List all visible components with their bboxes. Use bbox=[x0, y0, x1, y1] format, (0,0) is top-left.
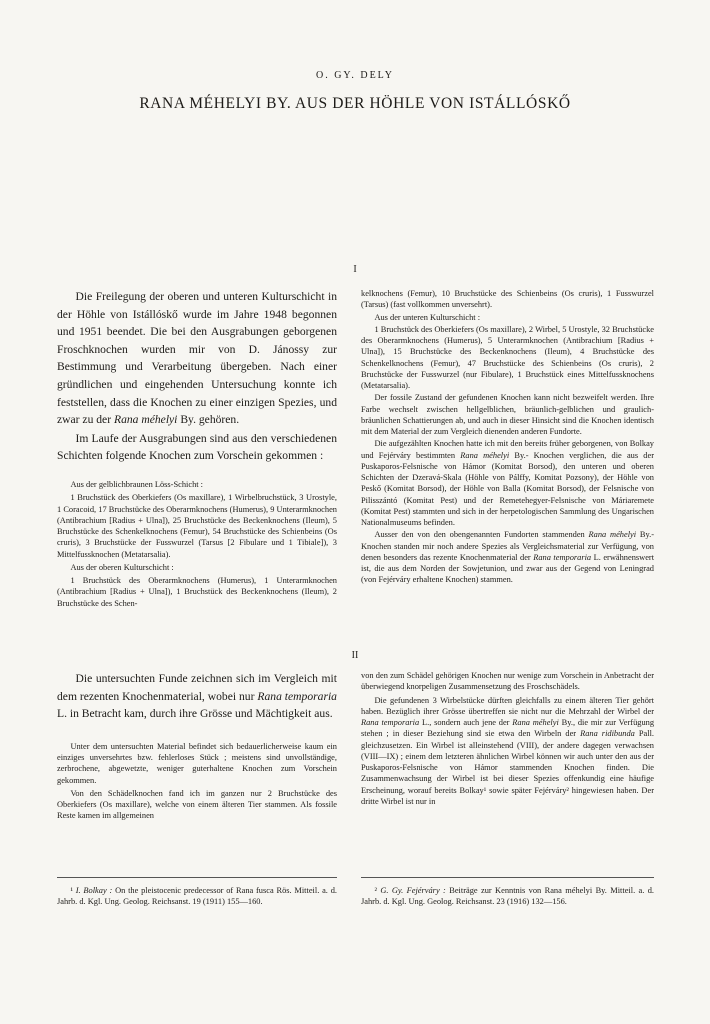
article-title: RANA MÉHELYI BY. AUS DER HÖHLE VON ISTÁLLÓSKŐ bbox=[139, 95, 571, 112]
species-name: Rana méhelyi bbox=[460, 450, 510, 460]
species-name: Rana ridibunda bbox=[580, 729, 635, 739]
subheading: Aus der oberen Kulturschicht : bbox=[70, 562, 174, 572]
footnote-divider bbox=[57, 877, 337, 878]
subheading: Aus der unteren Kulturschicht : bbox=[374, 312, 481, 322]
section2-right-column bbox=[361, 670, 654, 807]
section-number-2: II bbox=[351, 650, 359, 661]
subheading: Aus der gelblichbraunen Löss-Schicht : bbox=[70, 480, 204, 490]
paragraph-small: Von den Schädelknochen fand ich im ganzen nur 2 Bruchstücke des Oberkiefers (Os maxillare), welche von einem älteren Tier stammen. Als fossile Reste kamen im allgemeinen bbox=[57, 788, 337, 821]
section1-right-column bbox=[361, 288, 654, 586]
footnote-author: I. Bolkay : bbox=[75, 886, 113, 895]
paragraph: Im Laufe der Ausgrabungen sind aus den verschiedenen Schichten folgende Knochen zum Vorschein gekommen : bbox=[57, 431, 337, 463]
paragraph-small: Unter dem untersuchten Material befindet sich bedauerlicherweise kaum ein einziges unversehrtes bzw. fehlerloses Stück ; meistens sind unvollständige, zerbrochene, abgewetzte, weniger guterhaltene Knochen zum Vorschein gekommen. bbox=[57, 741, 337, 785]
species-name: Rana temporaria bbox=[361, 718, 420, 727]
paragraph-small: Die gefundenen 3 Wirbelstücke dürften gleichfalls zu einem älteren Tier gehört haben. Bezüglich ihrer Grösse übertreffen sie nicht nur die Mehrzahl der Wirbel der Rana temporaria L., sondern auch jene der Rana méhelyi By., die mir zur Verfügung stehen ; in dieser Beziehung sind sie etwa den Wirbeln der Rana ridibunda Pall. gleichzusetzen. Ein Wirbel ist alleinstehend (VIII), der andere dagegen verwachsen (VIII—IX) ; einem dem letzteren ähnlichen Wirbel können wir auch unter den aus der Puskaporos-Felsnische von Hámor stammenden Knochen finden. Die Zusammenwachsung der Wirbel ist bei dieser Spezies offenkundig eine häufige Erscheinung, worauf bereits Bolkay¹ sowie später Fejérváry² hingewiesen haben. Der dritte Wirbel ist nur in bbox=[361, 695, 655, 806]
species-name: Rana temporaria bbox=[533, 552, 592, 562]
paragraph-small: Ausser den von den obengenannten Fundorten stammenden Rana méhelyi By.-Knochen standen mir noch andere Spezies als Vergleichsmaterial zur Verfügung, von denen besonders das rezente Knochenmaterial der Rana temporaria L. erwähnenswert ist, die aus dem Norden der Sowjetunion, und zwar aus der Gegend von Leningrad (von Fejérváry erhaltene Knochen) stammen. bbox=[361, 530, 655, 585]
paragraph-small: kelknochens (Femur), 10 Bruchstücke des Schienbeins (Os cruris), 1 Fusswurzel (Tarsus) (fast vollkommen unversehrt). bbox=[361, 289, 654, 310]
paragraph-small: 1 Bruchstück des Oberkiefers (Os maxillare), 2 Wirbel, 5 Urostyle, 32 Bruchstücke des Oberarmknochens (Humerus), 5 Unterarmknochen (Antibrachium [Radius + Ulna]), 15 Bruchstücke des Beckenknochens (Ileum), 4 Bruchstücke des Schenkelknochens (Femur), 47 Bruchstücke des Schienbeins (Os cruris), 2 Bruchstücke der Fusswurzel (nur Fibulare), 1 Bruchstück eines Mittelfussknochens (Metatarsalia). bbox=[361, 324, 654, 390]
footnote-author: G. Gy. Fejérváry : bbox=[380, 886, 446, 895]
footnote-2 bbox=[361, 885, 654, 908]
paragraph-small: Der fossile Zustand der gefundenen Knochen kann nicht bezweifelt werden. Ihre Farbe wechselt zwischen hellgelblichen, bräunlich-gelblichen und graulich-bräunlichen Schattierungen ab, und auch in dieser Hinsicht sind die Knochen identisch mit dem Material der zum Vergleich dienenden anderen Fundorte. bbox=[361, 393, 654, 436]
footnote-divider bbox=[361, 877, 654, 878]
section-number-1: I bbox=[353, 264, 357, 275]
species-name: Rana méhelyi bbox=[588, 530, 637, 540]
author-name: O. GY. DELY bbox=[315, 70, 395, 81]
footnote: ² G. Gy. Fejérváry : Beiträge zur Kenntnis von Rana méhelyi By. Mitteil. a. d. Jahrb. d. Kgl. Ung. Geolog. Reichsanst. 23 (1916) 132—156. bbox=[361, 886, 655, 907]
footnote: ¹ I. Bolkay : On the pleistocenic predecessor of Rana fusca Rös. Mitteil. a. d. Jahrb. d. Kgl. Ung. Geolog. Reichsanst. 19 (1911) 155—160. bbox=[57, 886, 337, 907]
species-name: Rana méhelyi bbox=[512, 718, 559, 727]
paragraph-small: 1 Bruchstück des Oberkiefers (Os maxillare), 1 Wirbelbruchstück, 3 Urostyle, 1 Coracoid, 17 Bruchstücke des Oberarmknochens (Humerus), 9 Unterarmknochen (Antibrachium [Radius + Ulna]), 25 Bruchstücke des Beckenknochens (Ileum), 5 Bruchstücke des Schenkelknochens (Femur), 54 Bruchstücke des Schienbeins (Os cruris), 3 Bruchstücke der Fusswurzel (Tarsus [2 Fibulare und 1 Tibiale]), 3 Mittelfussknochen (Metatarsalia). bbox=[57, 493, 337, 559]
paragraph: Die untersuchten Funde zeichnen sich im Vergleich mit dem rezenten Knochenmaterial, wobei nur Rana temporaria L. in Betracht kam, durch ihre Grösse und Mächtigkeit aus. bbox=[57, 672, 337, 721]
footnote-1 bbox=[57, 885, 337, 908]
paragraph-small: Die aufgezählten Knochen hatte ich mit den bereits früher geborgenen, von Bolkay und Fejérváry bestimmten Rana méhelyi By.- Knochen verglichen, die aus der Puskaporos-Felsnische von Hámor (Komitat Borsod), den unteren und oberen Schichten der Dzeravá-Skala (Höhle von Pálffy, Komitat Pozsony), der Höhle von Peskő (Komitat Borsod), der Höhle von Balla (Komitat Borsod), der Felsnische von Pilisszántó (Komitat Pest) und der Remetehegyer-Felsnische von Máriaremete (Komitat Pest) stammten und sich in der herpetologischen Sammlung des Ungarischen Nationalmuseums befinden. bbox=[361, 439, 654, 527]
species-name: Rana temporaria bbox=[257, 689, 337, 703]
paragraph: Die Freilegung der oberen und unteren Kulturschicht in der Höhle von Istállóskő wurde im Jahre 1948 begonnen und 1951 beendet. Die bei den Ausgrabungen geborgenen Froschknochen wurden mir von D. Jánossy zur Bestimmung und Verarbeitung übergeben. Nach einer gründlichen und eingehenden Untersuchung konnte ich feststellen, dass die Knochen zu einer einzigen Spezies, und zwar zu der Rana méhelyi By. gehören. bbox=[57, 290, 337, 427]
paragraph-small: von den zum Schädel gehörigen Knochen nur wenige zum Vorschein in Anbetracht der überwiegend knorpeligen Zusammensetzung des Froschschädels. bbox=[361, 671, 654, 692]
paragraph-small: 1 Bruchstück des Oberarmknochens (Humerus), 1 Unterarmknochen (Antibrachium [Radius + Ulna]), 1 Bruchstück des Beckenknochens (Ileum), 2 Bruchstücke des Schen- bbox=[57, 576, 337, 608]
species-name: Rana méhelyi bbox=[113, 413, 178, 427]
section2-left-column bbox=[57, 670, 337, 822]
section1-left-column bbox=[57, 288, 337, 609]
